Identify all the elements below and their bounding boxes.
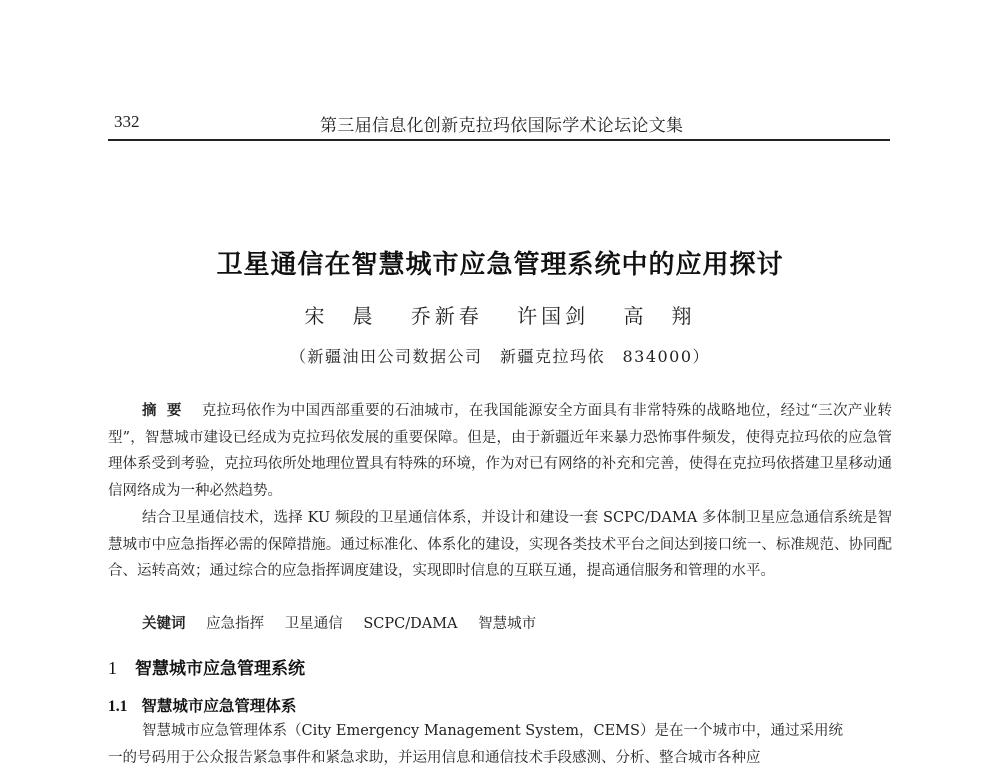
subsection-title: 智慧城市应急管理体系 xyxy=(141,697,297,715)
author: 宋 晨 xyxy=(304,304,377,328)
keywords xyxy=(108,611,892,638)
abstract-paragraph-1 xyxy=(108,398,892,504)
author: 许国剑 xyxy=(517,304,590,328)
section-heading xyxy=(108,654,305,679)
page-header xyxy=(108,108,890,140)
author-list xyxy=(0,300,1000,329)
keywords-label: 关键词 xyxy=(142,616,186,632)
keyword: 智慧城市 xyxy=(478,616,537,632)
abstract-text: 克拉玛依作为中国西部重要的石油城市，在我国能源安全方面具有非常特殊的战略地位，经过“三次产业转型”，智慧城市建设已经成为克拉玛依发展的重要保障。但是，由于新疆近年来暴力恐怖事件频发，使得克拉玛依的应急管理体系受到考验，克拉玛依所处地理位置具有特殊的环境，作为对已有网络的补充和完善，使得在克拉玛依搭建卫星移动通信网络成为一种必然趋势。 xyxy=(108,403,892,499)
keyword: 卫星通信 xyxy=(284,616,343,632)
header-divider xyxy=(108,139,890,141)
abstract-paragraph-2: 结合卫星通信技术，选择 KU 频段的卫星通信体系，并设计和建设一套 SCPC/DAMA 多体制卫星应急通信系统是智慧城市中应急指挥必需的保障措施。通过标准化、体系化的建设，实现各类技术平台之间达到接口统一、标准规范、协同配合、运转高效；通过综合的应急指挥调度建设，实现即时信息的互联互通，提高通信服务和管理的水平。 xyxy=(108,510,892,579)
body-line-cut-text: 一的号码用于公众报告紧急事件和紧急求助，并运用信息和通信技术手段感测、分析、整合城市各种应 xyxy=(108,749,761,766)
section-number: 1 xyxy=(108,658,117,678)
body-line: 智慧城市应急管理体系（City Emergency Management System，CEMS）是在一个城市中，通过采用统 xyxy=(142,723,843,739)
abstract-label: 摘要 xyxy=(142,403,192,419)
journal-title: 第三届信息化创新克拉玛依国际学术论坛论文集 xyxy=(320,116,684,136)
page-number: 332 xyxy=(114,112,140,131)
keyword: SCPC/DAMA xyxy=(363,616,458,632)
author: 高 翔 xyxy=(623,304,696,328)
body-line-cut xyxy=(108,745,892,766)
affiliation: （新疆油田公司数据公司 新疆克拉玛依 834000） xyxy=(289,347,711,366)
section-title: 智慧城市应急管理系统 xyxy=(135,659,305,679)
author: 乔新春 xyxy=(410,304,483,328)
body-paragraph xyxy=(108,718,892,766)
subsection-heading xyxy=(108,694,296,716)
subsection-number: 1.1 xyxy=(108,698,128,715)
keyword: 应急指挥 xyxy=(206,616,265,632)
paper-title: 卫星通信在智慧城市应急管理系统中的应用探讨 xyxy=(216,250,784,280)
